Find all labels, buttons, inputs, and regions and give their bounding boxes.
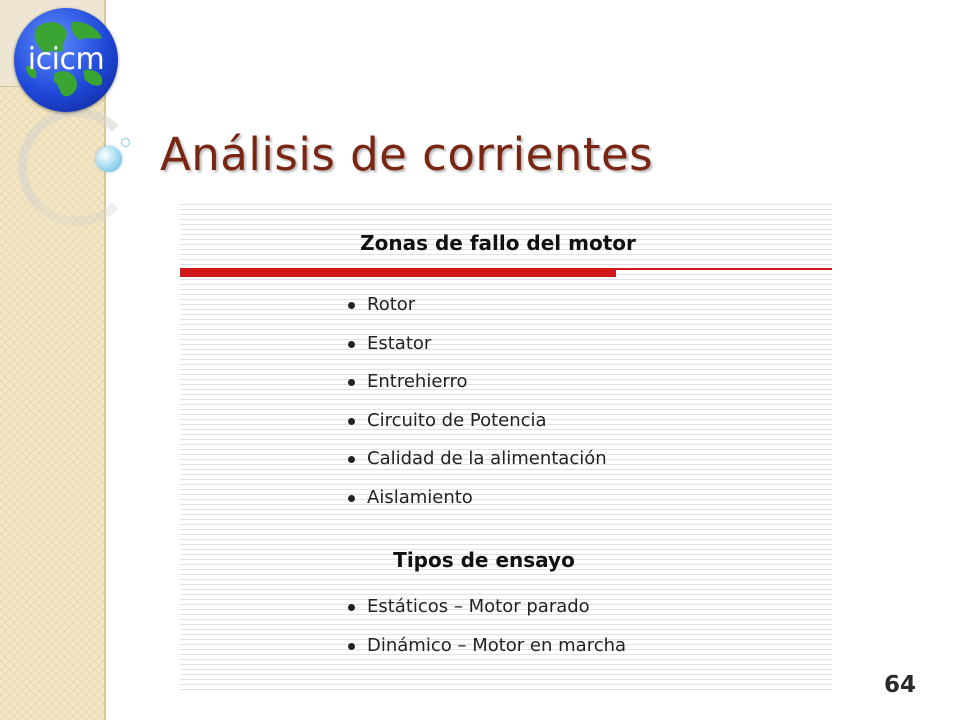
heading-motor-fault-zones: Zonas de fallo del motor: [360, 231, 636, 255]
slide-title: Análisis de corrientes: [160, 128, 654, 181]
decorative-small-bubble-icon: [121, 138, 130, 147]
list-item: Entrehierro: [346, 370, 607, 409]
red-divider-thick: [180, 268, 616, 277]
list-item: Aislamiento: [346, 486, 607, 525]
list-item: Rotor: [346, 293, 607, 332]
list-item: Dinámico – Motor en marcha: [346, 634, 626, 673]
logo-text: icicm: [27, 42, 105, 77]
page-number: 64: [883, 672, 916, 698]
list-item: Calidad de la alimentación: [346, 447, 607, 486]
list-item: Circuito de Potencia: [346, 409, 607, 448]
red-divider-thin: [616, 268, 832, 270]
heading-test-types: Tipos de ensayo: [393, 548, 575, 572]
globe-icon: [14, 8, 118, 112]
fault-zones-list: [346, 293, 607, 525]
test-types-list: [346, 595, 626, 672]
list-item: Estator: [346, 332, 607, 371]
content-panel: [180, 200, 832, 692]
decorative-bubble-icon: [96, 146, 122, 172]
list-item: Estáticos – Motor parado: [346, 595, 626, 634]
